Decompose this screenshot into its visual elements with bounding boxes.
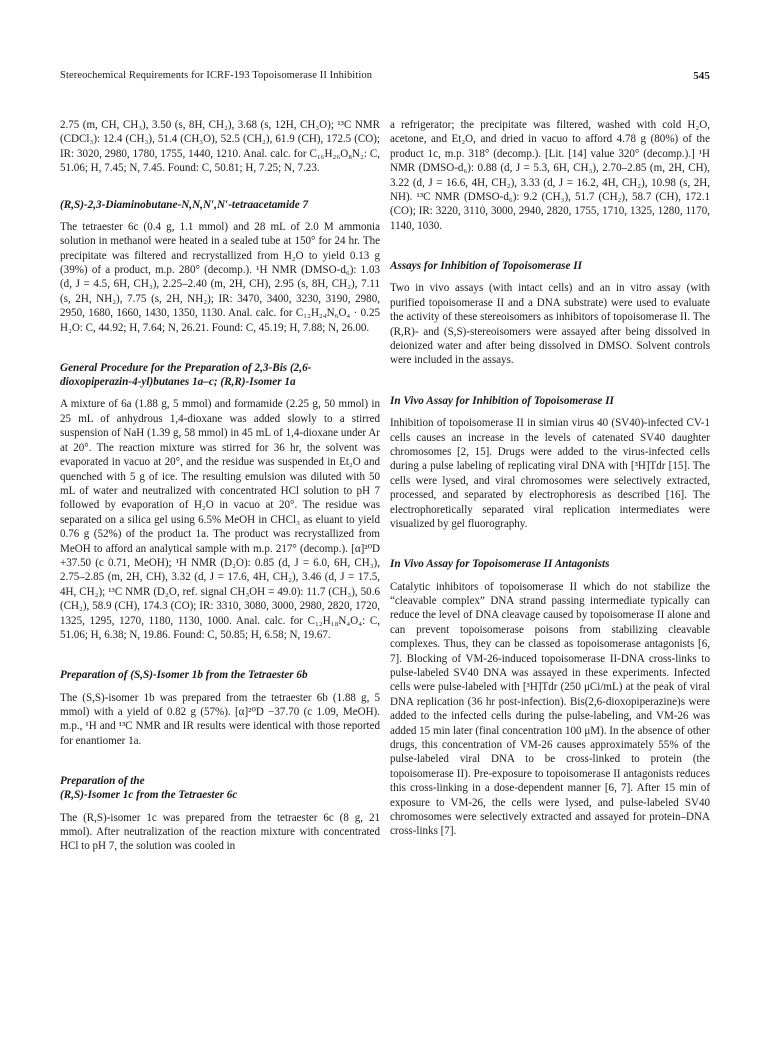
paragraph-in-vivo-inhibition: Inhibition of topoisomerase II in simian virus 40 (SV40)-infected CV-1 cells causes an increase in the levels of catenated SV40 daughter chromosomes [2, 15]. Drugs were added to the virus-infected cells during a pulse labeling of replicating viral DNA with [³H]Tdr [15]. The cells were lysed, and viral chromosomes were selectively extracted, processed, and separated by electrophoresis as described [16]. The electrophoretically separated viral replication intermediates were visualized by gel fluorography. <box>390 417 710 530</box>
paragraph-antagonists: Catalytic inhibitors of topoisomerase II which do not stabilize the “cleavable complex” DNA strand passing intermediate typically can reduce the level of DNA cleavage caused by topoisomerase II alone and can prevent topoisomerase poisons from stabilizing cleavable complexes. Thus, they can be classed as topoisomerase antagonists [6, 7]. Blocking of VM-26-induced topoisomerase II-DNA cross-links to pulse-labeled SV40 DNA was assayed in these experiments. Infected cells were pulse-labeled with [³H]Tdr (250 μCi/mL) at the peak of viral DNA replication (36 hr post-infection). Bis(2,6-dioxopiperazine)s were added to the infected cells during the pulse-labeling, and VM-26 was added 15 min later (final concentration 100 μM). In the absence of other drugs, this concentration of VM-26 causes approximately 55% of the pulse-labeled viral DNA to be cross-linked to protein (the topoisomerase II). Pre-exposure to topoisomerase II antagonists reduces this cross-linking in a dose-dependent manner [6, 7]. After 15 min of exposure to VM-26, the cells were lysed, and pulse-labeled SV40 chromosomes were selectively extracted and assayed for protein–DNA cross-links [7]. <box>390 580 710 838</box>
paragraph-ss-isomer: The (S,S)-isomer 1b was prepared from the tetraester 6b (1.88 g, 5 mmol) with a yield of 0.82 g (57%). [α]²⁰D −37.70 (c 1.09, MeOH). m.p., ¹H and ¹³C NMR and IR results were identical with those reported for enantiomer 1a. <box>60 691 380 747</box>
section-heading-in-vivo-inhibition: In Vivo Assay for Inhibition of Topoisomerase II <box>390 394 614 407</box>
section-heading-ss-isomer: Preparation of (S,S)-Isomer 1b from the Tetraester 6b <box>60 669 308 682</box>
section-heading-assays: Assays for Inhibition of Topoisomerase II <box>390 260 582 273</box>
running-head <box>60 70 710 81</box>
page-number: 545 <box>693 70 710 82</box>
paragraph-continued: 2.75 (m, CH, CH₃), 3.50 (s, 8H, CH₂), 3.68 (s, 12H, CH₃O); ¹³C NMR (CDCl₃): 12.4 (CH₃), 51.4 (CH₃O), 52.5 (CH₂), 61.9 (CH), 172.5 (CO); IR: 3020, 2980, 1780, 1755, 1440, 1210. Anal. calc. for C₁₆H₂₆O₈N₂: C, 51.06; H, 7.45; N, 7.45. Found: C, 50.81; H, 7.25; N, 7.23. <box>60 119 380 175</box>
section-heading-rs-isomer-line1: Preparation of the <box>60 775 145 788</box>
paragraph-rs-isomer: The (R,S)-isomer 1c was prepared from the tetraester 6c (8 g, 21 mmol). After neutralization of the reaction mixture with concentrated HCl to pH 7, the solution was cooled in <box>60 811 380 853</box>
section-heading-tetraacetamide: (R,S)-2,3-Diaminobutane-N,N,N′,N′-tetraacetamide 7 <box>60 198 309 211</box>
running-title: Stereochemical Requirements for ICRF-193 Topoisomerase II Inhibition <box>60 70 373 81</box>
right-column <box>390 118 710 839</box>
paragraph-assays: Two in vivo assays (with intact cells) and an in vitro assay (with purified topoisomerase II and a DNA substrate) were used to evaluate the activity of these stereoisomers as inhibitors of topoisomerase II. The (R,R)- and (S,S)-stereoisomers were assayed after being dissolved in deionized water and after being dissolved in DMSO. Solvent controls were included in the assays. <box>390 282 710 367</box>
paragraph-general-procedure: A mixture of 6a (1.88 g, 5 mmol) and formamide (2.25 g, 50 mmol) in 25 mL of anhydrous 1,4-dioxane was added slowly to a stirred suspension of NaH (1.39 g, 58 mmol) in 45 mL of 1,4-dioxane under Ar at 20°. The reaction mixture was stirred for 36 hr, the solvent was evaporated in vacuo at 20°, and the residue was suspended in Et₂O and quenched with 5 g of ice. The resulting emulsion was diluted with 50 mL of water and neutralized with concentrated HCl solution to pH 7 followed by evaporation of H₂O in vacuo at 20°. The residue was separated on a silica gel using 6.5% MeOH in CHCl₃ as eluant to yield 0.76 g (52%) of the product 1a. The product was recrystallized from MeOH to afford an analytical sample with m.p. 217° (decomp.). [α]²⁰D +37.50 (c 0.71, MeOH); ¹H NMR (D₂O): 0.85 (d, J = 6.0, 6H, CH₃), 2.75–2.85 (m, 2H, CH), 3.32 (d, J = 17.6, 4H, CH₂), 3.46 (d, J = 17.5, 4H, CH₂); ¹³C NMR (D₂O, ref. signal CH₃OH = 49.0): 11.7 (CH₃), 50.6 (CH₂), 58.9 (CH), 174.3 (CO); IR: 3310, 3080, 3000, 2980, 2820, 1720, 1325, 1295, 1270, 1180, 1130, 1000. Anal. calc. for C₁₂H₁₈N₄O₄: C, 51.06; H, 6.38; N, 19.86. Found: C, 50.85; H, 6.58; N, 19.67. <box>60 398 380 641</box>
section-heading-general-procedure: General Procedure for the Preparation of 2,3-Bis (2,6-dioxopiperazin-4-yl)butanes 1a–c; (R,R)-Isomer 1a <box>60 362 312 389</box>
section-heading-rs-isomer-line2: (R,S)-Isomer 1c from the Tetraester 6c <box>60 789 238 802</box>
paragraph-tetraacetamide: The tetraester 6c (0.4 g, 1.1 mmol) and 28 mL of 2.0 M ammonia solution in methanol were heated in a sealed tube at 150° for 24 hr. The precipitate was filtered and recrystallized from H₂O to yield 0.13 g (39%) of a product, m.p. 280° (decomp.). ¹H NMR (DMSO-d₆): 1.03 (d, J = 4.5, 6H, CH₃), 2.25–2.40 (m, 2H, CH), 2.95 (s, 8H, CH₂), 7.11 (s, 2H, NH₂), 7.75 (s, 2H, NH₂); IR: 3470, 3400, 3230, 3190, 2980, 2950, 1680, 1660, 1430, 1350, 1130. Anal. calc. for C₁₂H₂₄N₆O₄ · 0.25 H₂O: C, 44.92; H, 7.64; N, 26.21. Found: C, 45.19; H, 7.88; N, 26.00. <box>60 220 380 334</box>
left-column <box>60 118 380 854</box>
paragraph-continued-right: a refrigerator; the precipitate was filtered, washed with cold H₂O, acetone, and Et₂O, and dried in vacuo to afford 4.78 g (80%) of the product 1c, m.p. 318° (decomp.). [Lit. [14] value 320° (decomp.).] ¹H NMR (DMSO-d₆): 0.88 (d, J = 5.3, 6H, CH₃), 2.70–2.85 (m, 2H, CH), 3.22 (d, J = 16.6, 4H, CH₂), 3.33 (d, J = 16.2, 4H, CH₂), 10.98 (s, 2H, NH). ¹³C NMR (DMSO-d₆): 9.2 (CH₃), 51.7 (CH₂), 58.7 (CH), 172.1 (CO); IR: 3220, 3110, 3000, 2940, 2820, 1755, 1710, 1325, 1280, 1170, 1140, 1030. <box>390 119 710 232</box>
section-heading-antagonists: In Vivo Assay for Topoisomerase II Antagonists <box>390 558 610 571</box>
